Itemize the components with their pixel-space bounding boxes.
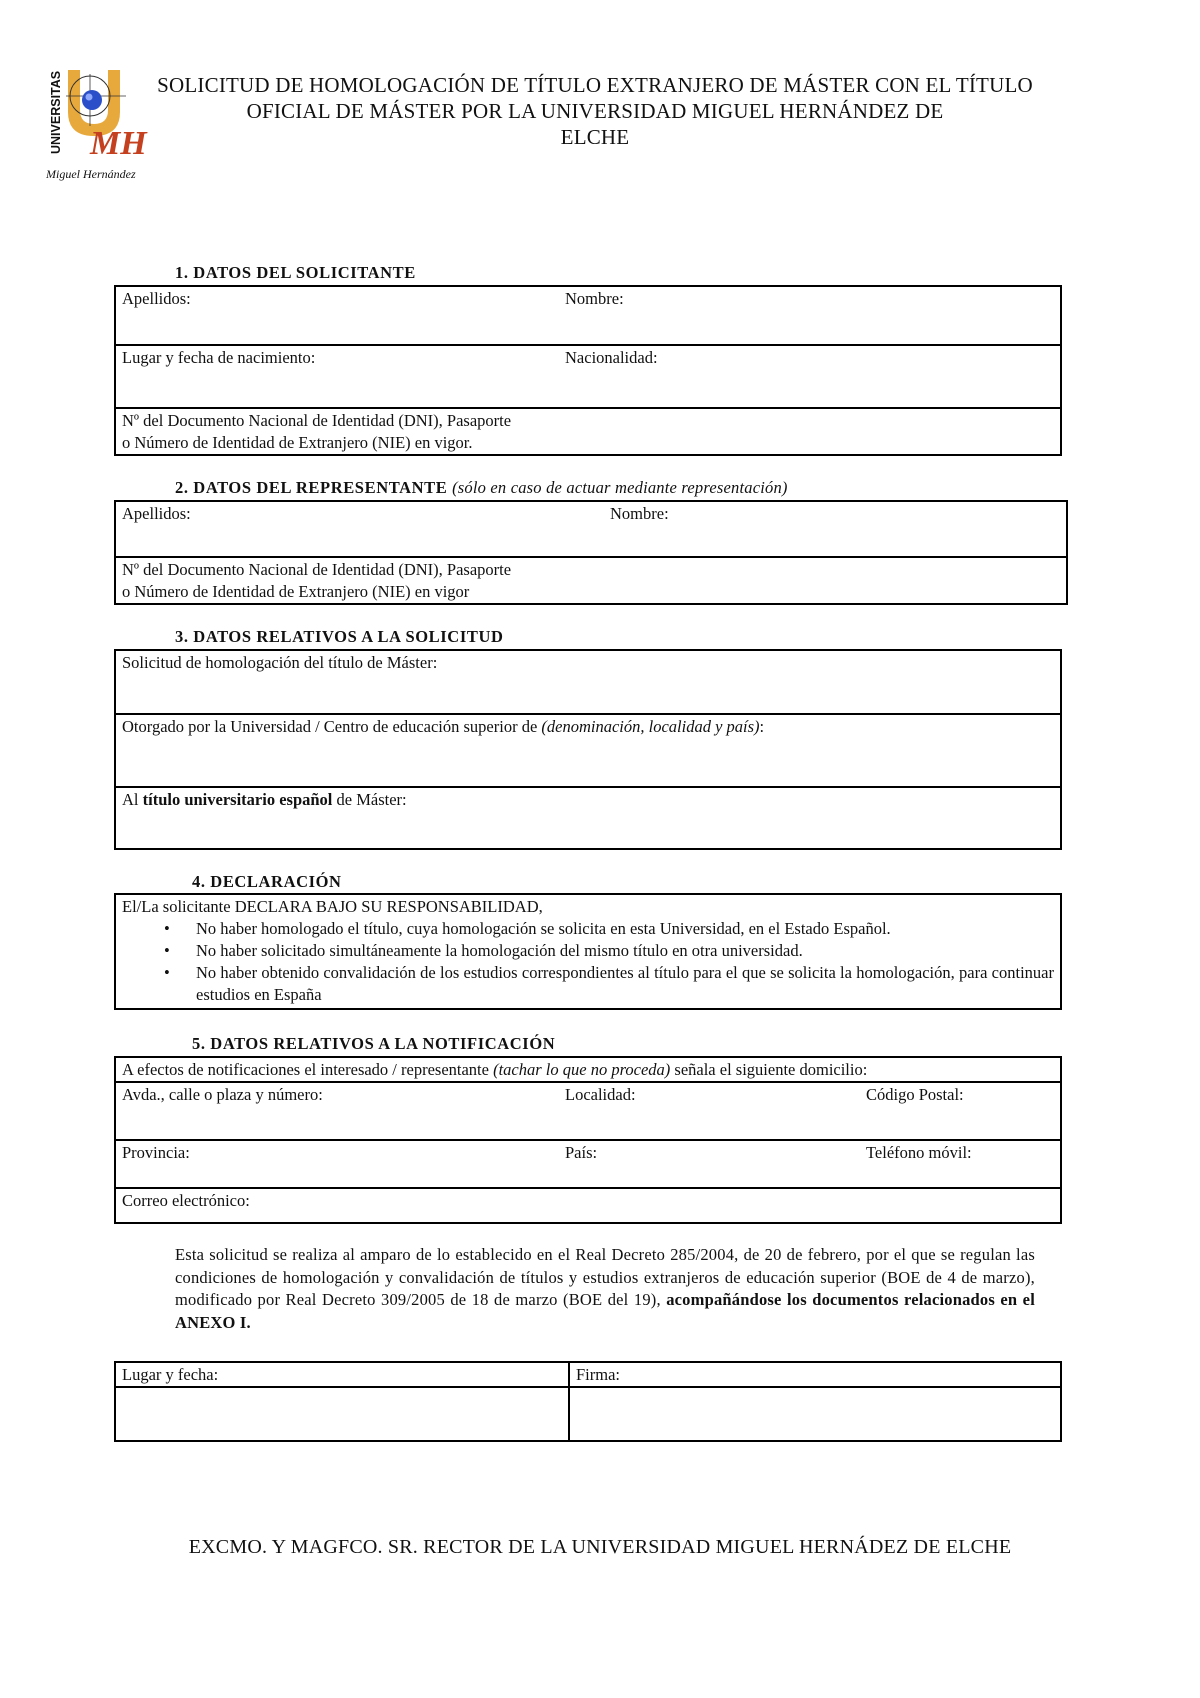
provincia-field[interactable] bbox=[115, 1140, 1061, 1188]
notificacion-note: (tachar lo que no proceda) bbox=[493, 1060, 671, 1079]
pais-label: País: bbox=[565, 1143, 598, 1162]
logo-initials: MH bbox=[90, 125, 147, 162]
declaracion-item: • No haber obtenido convalidación de los estudios correspondientes al título para el que se solicita la homologación, para continuar estudios en España bbox=[164, 963, 1054, 1004]
nacimiento-field[interactable] bbox=[115, 345, 1061, 408]
correo-electronico-label: Correo electrónico: bbox=[122, 1191, 250, 1210]
lugar-fecha-header bbox=[115, 1362, 569, 1387]
documento-identidad-field[interactable] bbox=[115, 408, 1061, 455]
section-5-table bbox=[114, 1056, 1062, 1224]
legal-text: Esta solicitud se realiza al amparo de lo establecido en el Real Decreto 285/2004, de 20 de febrero, por el que se regulan las condiciones de homologación y convalidación de títulos y estudios extranjeros de educación superior (BOE de 4 de marzo), modificado por Real Decreto 309/2005 de 18 de marzo (BOE del 19), bbox=[175, 1245, 1035, 1309]
bullet-icon: • bbox=[164, 941, 170, 960]
section-3-title: 3. DATOS RELATIVOS A LA SOLICITUD bbox=[175, 627, 504, 646]
apellidos-field[interactable] bbox=[115, 286, 1061, 345]
de-master-label: de Máster: bbox=[336, 790, 407, 809]
declaracion-item: • No haber solicitado simultáneamente la homologación del mismo título en otra universidad. bbox=[164, 941, 803, 960]
al-label: Al bbox=[122, 790, 139, 809]
firma-header bbox=[569, 1362, 1061, 1387]
provincia-label: Provincia: bbox=[122, 1143, 190, 1162]
localidad-label: Localidad: bbox=[565, 1085, 636, 1104]
nacionalidad-label: Nacionalidad: bbox=[565, 348, 658, 367]
section-1-table bbox=[114, 285, 1062, 456]
firma-label: Firma: bbox=[576, 1365, 620, 1384]
section-2-note: (sólo en caso de actuar mediante representación) bbox=[452, 478, 788, 497]
notificacion-intro: A efectos de notificaciones el interesado / representante (tachar lo que no proceda) señala el siguiente domicilio: bbox=[115, 1057, 1061, 1082]
titulo-espanol-field[interactable] bbox=[115, 787, 1061, 849]
document-title bbox=[150, 72, 1040, 150]
logo-blue-sphere bbox=[82, 90, 102, 110]
otorgado-field[interactable] bbox=[115, 714, 1061, 787]
representante-apellidos-field[interactable] bbox=[115, 501, 1067, 557]
solicitud-titulo-label: Solicitud de homologación del título de Máster: bbox=[122, 653, 438, 672]
section-2-table bbox=[114, 500, 1068, 605]
title-line-2: OFICIAL DE MÁSTER POR LA UNIVERSIDAD MIGUEL HERNÁNDEZ DE bbox=[246, 99, 944, 123]
representante-documento-line-1: Nº del Documento Nacional de Identidad (DNI), Pasaporte bbox=[122, 560, 512, 579]
nombre-label: Nombre: bbox=[565, 289, 624, 308]
university-logo bbox=[46, 66, 164, 186]
title-line-3: ELCHE bbox=[560, 125, 630, 149]
section-3-table bbox=[114, 649, 1062, 850]
codigo-postal-label: Código Postal: bbox=[866, 1085, 964, 1104]
logo-script-text: Miguel Hernández bbox=[46, 167, 136, 181]
declaracion-box bbox=[115, 894, 1061, 1009]
solicitud-titulo-field[interactable] bbox=[115, 650, 1061, 714]
apellidos-label: Apellidos: bbox=[122, 289, 191, 308]
otorgado-note: (denominación, localidad y país) bbox=[541, 717, 760, 736]
bullet-icon: • bbox=[164, 919, 170, 938]
footer-addressee: EXCMO. Y MAGFCO. SR. RECTOR DE LA UNIVERSIDAD MIGUEL HERNÁDEZ DE ELCHE bbox=[188, 1536, 1012, 1558]
representante-nombre-label: Nombre: bbox=[610, 504, 669, 523]
documento-label-line-2: o Número de Identidad de Extranjero (NIE) en vigor. bbox=[122, 433, 473, 452]
title-line-1: SOLICITUD DE HOMOLOGACIÓN DE TÍTULO EXTRANJERO DE MÁSTER CON EL TÍTULO bbox=[157, 73, 1033, 97]
declaracion-item: • No haber homologado el título, cuya homologación se solicita en esta Universidad, en el Estado Español. bbox=[164, 919, 891, 938]
logo-vertical-text: UNIVERSITAS bbox=[49, 70, 63, 154]
section-2-title-text: 2. DATOS DEL REPRESENTANTE bbox=[175, 478, 448, 497]
section-1-title: 1. DATOS DEL SOLICITANTE bbox=[175, 263, 416, 282]
direccion-label: Avda., calle o plaza y número: bbox=[122, 1085, 323, 1104]
correo-electronico-field[interactable] bbox=[115, 1188, 1061, 1223]
direccion-field[interactable] bbox=[115, 1082, 1061, 1140]
representante-documento-line-2: o Número de Identidad de Extranjero (NIE) en vigor bbox=[122, 582, 470, 601]
lugar-fecha-input[interactable] bbox=[115, 1387, 569, 1441]
titulo-espanol-bold: título universitario español bbox=[142, 790, 333, 809]
bullet-icon: • bbox=[164, 963, 170, 982]
section-4-title: 4. DECLARACIÓN bbox=[192, 872, 342, 891]
documento-label-line-1: Nº del Documento Nacional de Identidad (DNI), Pasaporte bbox=[122, 411, 512, 430]
section-4-table bbox=[114, 893, 1062, 1010]
legal-paragraph bbox=[175, 1244, 1035, 1334]
telefono-movil-label: Teléfono móvil: bbox=[866, 1143, 972, 1162]
lugar-fecha-label: Lugar y fecha: bbox=[122, 1365, 219, 1384]
section-5-title: 5. DATOS RELATIVOS A LA NOTIFICACIÓN bbox=[192, 1034, 556, 1053]
representante-apellidos-label: Apellidos: bbox=[122, 504, 191, 523]
otorgado-label: Otorgado por la Universidad / Centro de educación superior de bbox=[122, 717, 538, 736]
section-2-title bbox=[175, 478, 788, 498]
declaracion-intro: El/La solicitante DECLARA BAJO SU RESPONSABILIDAD, bbox=[122, 897, 543, 916]
signature-table bbox=[114, 1361, 1062, 1442]
legal-bold-text: acompañándose los documentos relacionados en el ANEXO I. bbox=[175, 1290, 1035, 1332]
otorgado-suffix: : bbox=[759, 717, 765, 736]
declaracion-list bbox=[122, 918, 1054, 1006]
lugar-fecha-nacimiento-label: Lugar y fecha de nacimiento: bbox=[122, 348, 316, 367]
representante-documento-field[interactable] bbox=[115, 557, 1067, 604]
firma-input[interactable] bbox=[569, 1387, 1061, 1441]
